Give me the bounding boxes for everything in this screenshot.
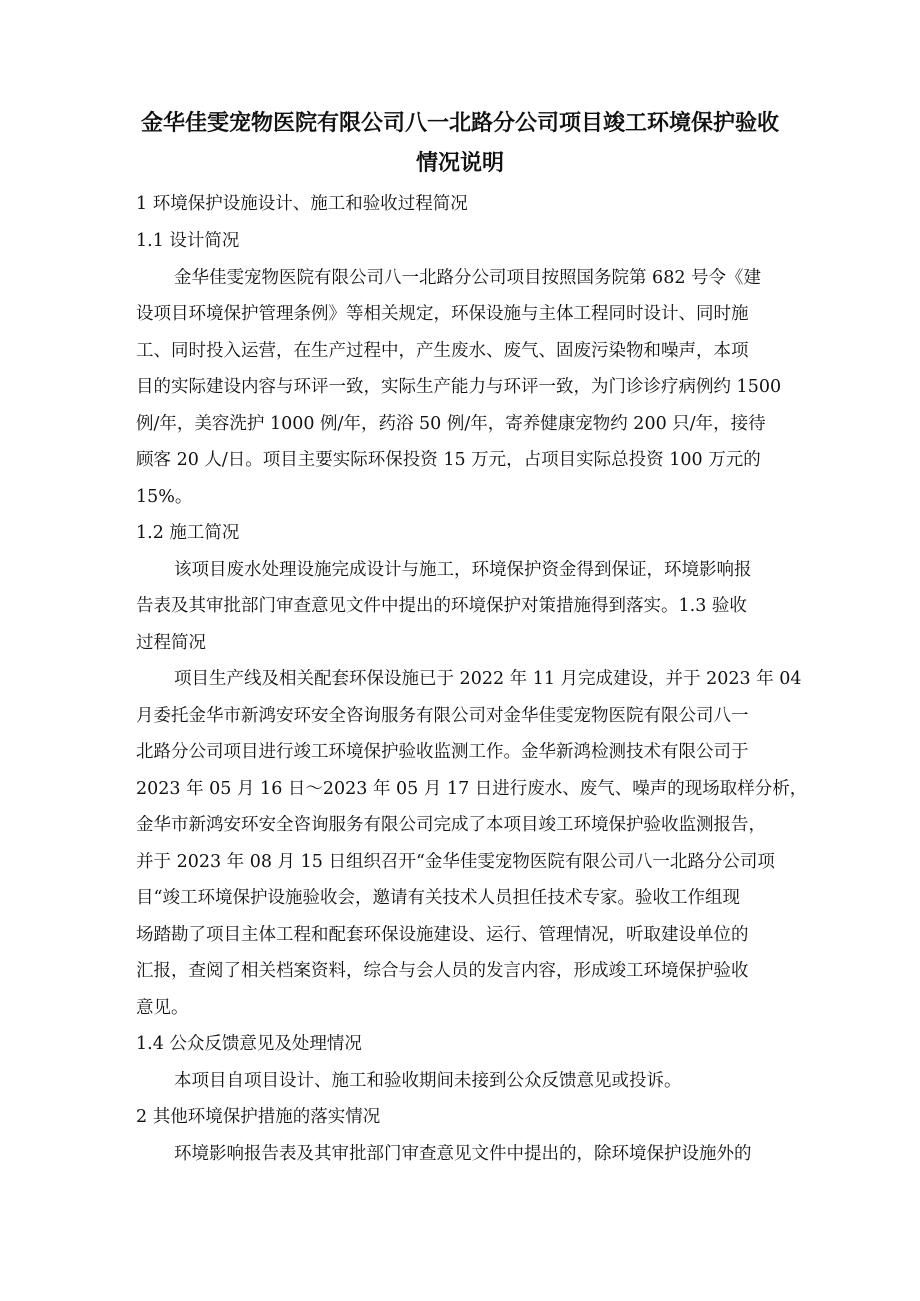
subsection-heading-1-4: 1.4 公众反馈意见及处理情况: [136, 1034, 362, 1054]
paragraph-line: 该项目废水处理设施完成设计与施工，环境保护资金得到保证，环境影响报: [174, 560, 752, 580]
paragraph-line: 2023 年 05 月 16 日～2023 年 05 月 17 日进行废水、废气、噪声的现场取样分析，: [136, 779, 808, 799]
paragraph-line: 月委托金华市新鸿安环安全咨询服务有限公司对金华佳雯宠物医院有限公司八一: [136, 706, 749, 726]
section-heading-2: 2 其他环境保护措施的落实情况: [136, 1107, 381, 1127]
paragraph-line: 金华佳雯宠物医院有限公司八一北路分公司项目按照国务院第 682 号令《建: [174, 268, 762, 288]
section-heading-1: 1 环境保护设施设计、施工和验收过程简况: [136, 194, 468, 214]
subsection-heading-1-2: 1.2 施工简况: [136, 523, 240, 543]
paragraph-line: 场踏勘了项目主体工程和配套环保设施建设、运行、管理情况，听取建设单位的: [136, 925, 749, 945]
paragraph-line: 目的实际建设内容与环评一致，实际生产能力与环评一致，为门诊诊疗病例约 1500: [136, 377, 782, 397]
paragraph-line: 并于 2023 年 08 月 15 日组织召开“金华佳雯宠物医院有限公司八一北路分公司项: [136, 852, 775, 872]
document-title-line-1: 金华佳雯宠物医院有限公司八一北路分公司项目竣工环境保护验收: [140, 111, 779, 136]
paragraph-line: 目“竣工环境保护设施验收会，邀请有关技术人员担任技术专家。验收工作组现: [136, 888, 740, 908]
paragraph-line: 例/年，美容洗护 1000 例/年，药浴 50 例/年，寄养健康宠物约 200 只/年，接待: [136, 414, 766, 434]
paragraph-line: 告表及其审批部门审查意见文件中提出的环境保护对策措施得到落实。1.3 验收: [136, 596, 747, 616]
paragraph-line: 项目生产线及相关配套环保设施已于 2022 年 11 月完成建设，并于 2023 年 04: [174, 669, 802, 689]
paragraph-line: 金华市新鸿安环安全咨询服务有限公司完成了本项目竣工环境保护验收监测报告，: [136, 815, 766, 835]
paragraph-line: 本项目自项目设计、施工和验收期间未接到公众反馈意见或投诉。: [174, 1071, 682, 1091]
paragraph-line: 顾客 20 人/日。项目主要实际环保投资 15 万元，占项目实际总投资 100 万元的: [136, 450, 761, 470]
document-title-line-2: 情况说明: [415, 151, 504, 176]
paragraph-line: 工、同时投入运营，在生产过程中，产生废水、废气、固废污染物和噪声，本项: [136, 341, 749, 361]
paragraph-line: 15%。: [136, 487, 193, 507]
paragraph-line: 环境影响报告表及其审批部门审查意见文件中提出的，除环境保护设施外的: [174, 1144, 752, 1164]
paragraph-line: 汇报，查阅了相关档案资料，综合与会人员的发言内容，形成竣工环境保护验收: [136, 961, 749, 981]
paragraph-line: 过程简况: [136, 633, 206, 653]
paragraph-line: 设项目环境保护管理条例》等相关规定，环保设施与主体工程同时设计、同时施: [136, 304, 749, 324]
subsection-heading-1-1: 1.1 设计简况: [136, 231, 240, 251]
paragraph-line: 北路分公司项目进行竣工环境保护验收监测工作。金华新鸿检测技术有限公司于: [136, 742, 749, 762]
paragraph-line: 意见。: [136, 998, 189, 1018]
